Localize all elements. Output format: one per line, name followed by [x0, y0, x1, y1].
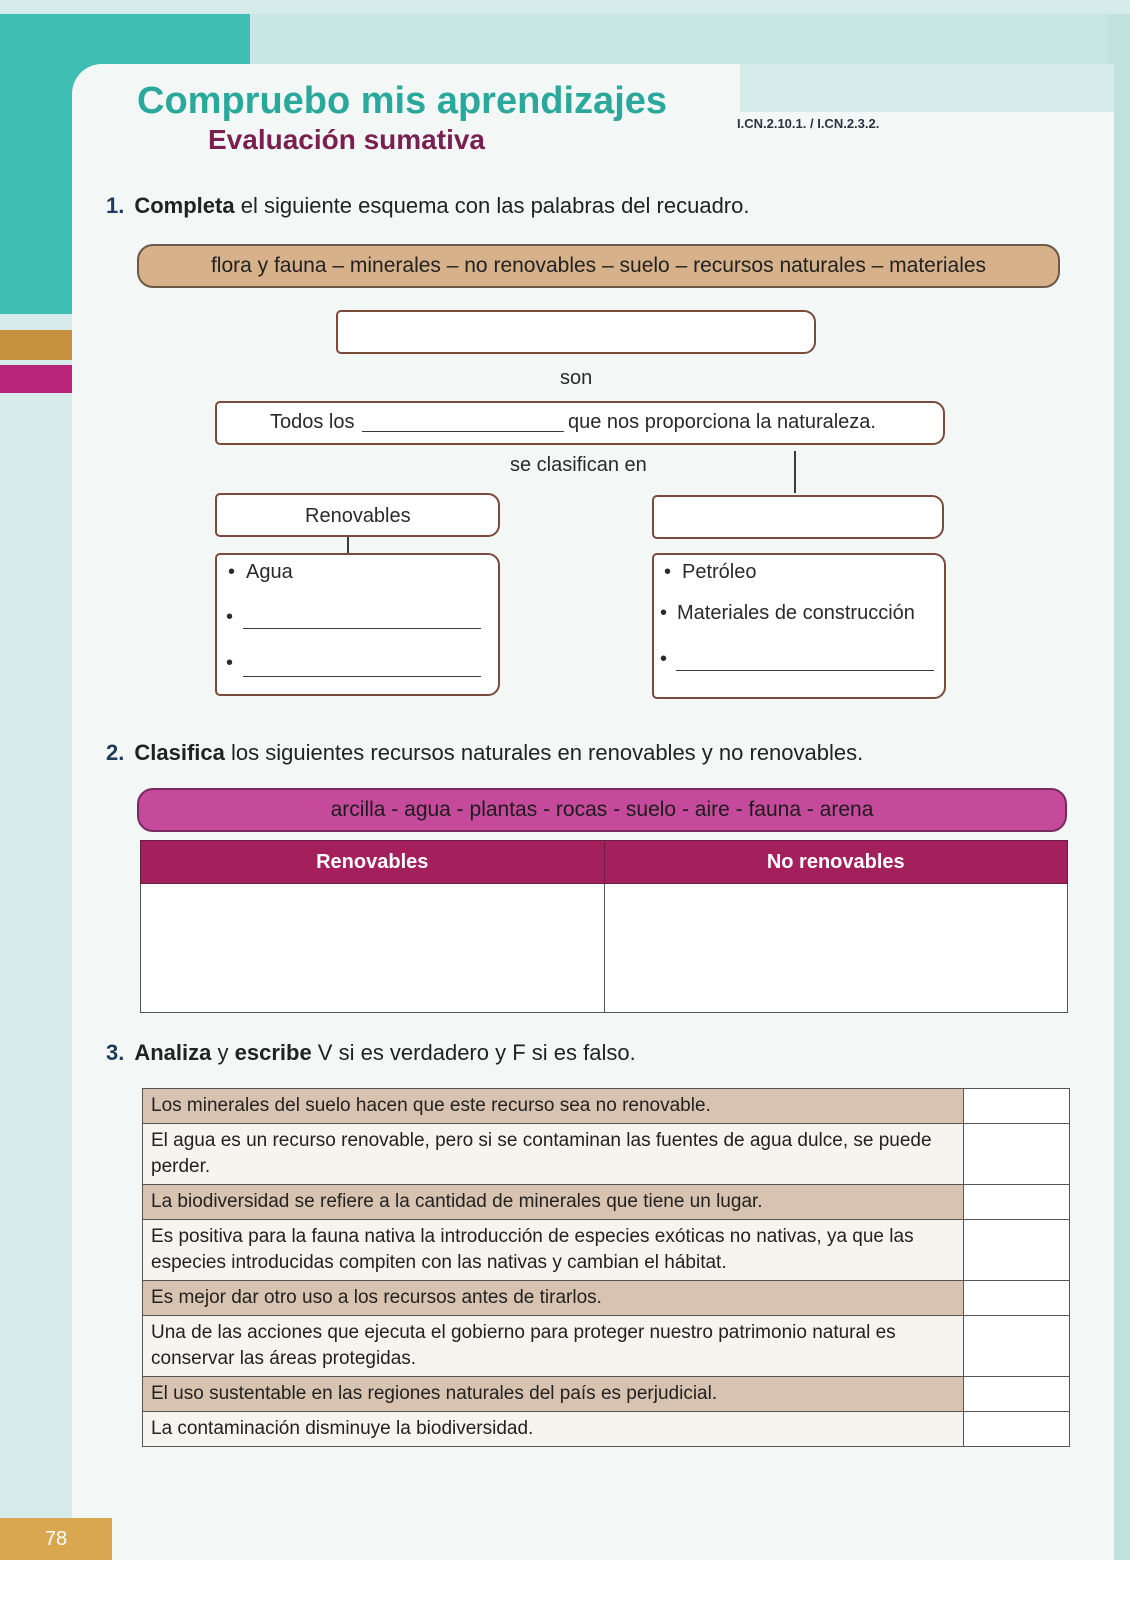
table-row	[143, 1124, 1070, 1185]
answer-cell-renovables[interactable]	[141, 884, 605, 1013]
table-row	[143, 1281, 1070, 1316]
answer-cell[interactable]	[964, 1281, 1070, 1316]
question-verb: Completa	[134, 193, 235, 218]
true-false-table	[142, 1088, 1070, 1447]
question-2-prompt	[106, 740, 863, 766]
statement-text: La biodiversidad se refiere a la cantidad de minerales que tiene un lugar.	[143, 1185, 964, 1220]
page-title: Compruebo mis aprendizajes	[137, 80, 668, 122]
question-1-prompt	[106, 193, 749, 219]
decorative-gold-bar	[0, 330, 72, 360]
page-tab-corner	[700, 64, 740, 112]
label-se-clasifican: se clasifican en	[510, 454, 647, 476]
answer-cell[interactable]	[964, 1377, 1070, 1412]
question-verb: Clasifica	[134, 740, 225, 765]
question-text: el siguiente esquema con las palabras del recuadro.	[234, 193, 750, 218]
label-todos-los: Todos los	[270, 411, 355, 433]
page-subtitle: Evaluación sumativa	[208, 124, 486, 155]
list-item-right-2: Materiales de construcción	[677, 602, 915, 624]
statement-text: La contaminación disminuye la biodiversidad.	[143, 1412, 964, 1447]
connector-left	[347, 537, 349, 553]
statement-text: El agua es un recurso renovable, pero si se contaminan las fuentes de agua dulce, se puede perder.	[143, 1124, 964, 1185]
question-verb-2: escribe	[234, 1040, 312, 1065]
statement-text: Es positiva para la fauna nativa la introducción de especies exóticas no nativas, ya que las especies introducidas compiten con las nativas y cambian el hábitat.	[143, 1220, 964, 1281]
column-header-no-renovables: No renovables	[604, 841, 1068, 884]
label-renovables: Renovables	[305, 505, 411, 527]
list-item-left-1: Agua	[246, 561, 293, 583]
bullet: •	[228, 561, 236, 583]
answer-cell[interactable]	[964, 1412, 1070, 1447]
curriculum-code: I.CN.2.10.1. / I.CN.2.3.2.	[737, 116, 880, 131]
question-number: 2.	[106, 740, 125, 765]
question-verb-1: Analiza	[134, 1040, 212, 1065]
question-3-prompt	[106, 1040, 636, 1066]
label-son: son	[560, 367, 593, 389]
classification-table	[140, 840, 1068, 1013]
question-text: los siguientes recursos naturales en renovables y no renovables.	[224, 740, 864, 765]
statement-text: Los minerales del suelo hacen que este recurso sea no renovable.	[143, 1089, 964, 1124]
bullet: •	[226, 652, 234, 674]
answer-line-left-2[interactable]	[243, 628, 481, 629]
table-row	[143, 1316, 1070, 1377]
bullet: •	[660, 602, 668, 624]
connector-right	[794, 451, 796, 493]
question-number: 3.	[106, 1040, 125, 1065]
answer-line-left-3[interactable]	[243, 676, 481, 677]
answer-line-definition[interactable]	[362, 431, 564, 432]
list-item-right-1: Petróleo	[682, 561, 757, 583]
table-row	[143, 1377, 1070, 1412]
page-number: 78	[0, 1518, 112, 1560]
table-row	[143, 1220, 1070, 1281]
answer-cell-no-renovables[interactable]	[604, 884, 1068, 1013]
word-bank-1: flora y fauna – minerales – no renovables – suelo – recursos naturales – materiales	[137, 244, 1060, 288]
bullet: •	[660, 648, 668, 670]
statement-text: Es mejor dar otro uso a los recursos antes de tirarlos.	[143, 1281, 964, 1316]
bullet: •	[664, 561, 672, 583]
question-text: V si es verdadero y F si es falso.	[311, 1040, 636, 1065]
statement-text: Una de las acciones que ejecuta el gobierno para proteger nuestro patrimonio natural es conservar las áreas protegidas.	[143, 1316, 964, 1377]
question-text-mid: y	[211, 1040, 235, 1065]
word-bank-2: arcilla - agua - plantas - rocas - suelo - aire - fauna - arena	[137, 788, 1067, 832]
statement-text: El uso sustentable en las regiones naturales del país es perjudicial.	[143, 1377, 964, 1412]
label-que-nos: que nos proporciona la naturaleza.	[568, 411, 876, 433]
table-row	[143, 1412, 1070, 1447]
answer-line-right-3[interactable]	[676, 670, 934, 671]
table-row	[143, 1089, 1070, 1124]
table-row	[143, 1185, 1070, 1220]
background-bottom-band	[0, 1560, 1130, 1600]
question-number: 1.	[106, 193, 125, 218]
answer-box-top[interactable]	[336, 310, 816, 354]
bullet: •	[226, 606, 234, 628]
answer-cell[interactable]	[964, 1089, 1070, 1124]
answer-box-category-right[interactable]	[652, 495, 944, 539]
answer-cell[interactable]	[964, 1185, 1070, 1220]
answer-cell[interactable]	[964, 1220, 1070, 1281]
answer-cell[interactable]	[964, 1316, 1070, 1377]
column-header-renovables: Renovables	[141, 841, 605, 884]
page-tab-background	[740, 64, 1114, 112]
answer-cell[interactable]	[964, 1124, 1070, 1185]
decorative-magenta-bar	[0, 365, 72, 393]
